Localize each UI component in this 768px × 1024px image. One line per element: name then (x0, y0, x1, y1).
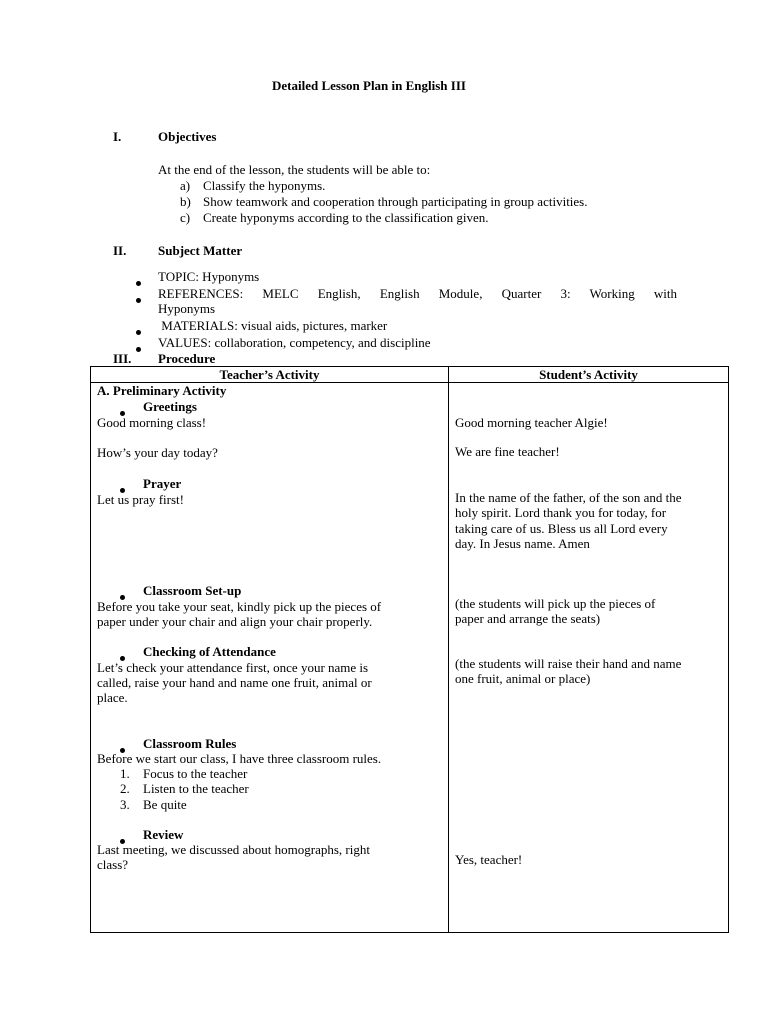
bullet-icon (136, 340, 141, 356)
rule-number: 3. (120, 797, 130, 812)
setup-student-line: (the students will pick up the pieces of (455, 596, 656, 611)
setup-heading: Classroom Set-up (143, 583, 242, 598)
attendance-teacher-line: place. (97, 690, 128, 705)
objective-item: Classify the hyponyms. (203, 178, 326, 193)
objective-letter: b) (180, 194, 191, 209)
column-header-student: Student’s Activity (449, 367, 729, 383)
procedure-table (90, 366, 729, 933)
review-teacher-line: Last meeting, we discussed about homographs, right (97, 842, 370, 857)
greetings-heading: Greetings (143, 399, 197, 414)
setup-teacher-line: Before you take your seat, kindly pick up the pieces of (97, 599, 382, 614)
teacher-activity-cell (91, 383, 449, 933)
section-heading-subject-matter: Subject Matter (158, 243, 243, 258)
greetings-teacher-line: Good morning class! (97, 415, 207, 430)
subject-references: REFERENCES: MELC English, English Module, Quarter 3: Working with (158, 286, 677, 301)
objectives-intro: At the end of the lesson, the students will be able to: (158, 162, 431, 177)
greetings-student-line: Good morning teacher Algie! (455, 415, 608, 430)
objective-letter: c) (180, 210, 191, 225)
bullet-icon (136, 323, 141, 339)
review-student-line: Yes, teacher! (455, 852, 523, 867)
student-activity-cell (449, 383, 729, 933)
subject-references-cont: Hyponyms (158, 301, 216, 316)
prayer-heading: Prayer (143, 476, 182, 491)
rule-item: Listen to the teacher (143, 781, 249, 796)
rule-number: 1. (120, 766, 130, 781)
section-numeral: I. (113, 129, 122, 144)
bullet-icon (136, 291, 141, 307)
attendance-heading: Checking of Attendance (143, 644, 276, 659)
subject-values: VALUES: collaboration, competency, and discipline (158, 335, 431, 350)
bullet-icon (136, 274, 141, 290)
subject-topic: TOPIC: Hyponyms (158, 269, 260, 284)
prayer-teacher-line: Let us pray first! (97, 492, 185, 507)
prayer-student-line: day. In Jesus name. Amen (455, 536, 590, 551)
section-numeral: II. (113, 243, 127, 258)
setup-teacher-line: paper under your chair and align your chair properly. (97, 614, 373, 629)
attendance-student-line: (the students will raise their hand and name (455, 656, 682, 671)
objective-item: Show teamwork and cooperation through participating in group activities. (203, 194, 588, 209)
attendance-teacher-line: called, raise your hand and name one fruit, animal or (97, 675, 372, 690)
attendance-student-line: one fruit, animal or place) (455, 671, 591, 686)
setup-student-line: paper and arrange the seats) (455, 611, 601, 626)
rules-heading: Classroom Rules (143, 736, 237, 751)
column-header-teacher: Teacher’s Activity (91, 367, 449, 383)
greetings-teacher-line: How’s your day today? (97, 445, 218, 460)
prayer-student-line: taking care of us. Bless us all Lord every (455, 521, 668, 536)
rule-item: Focus to the teacher (143, 766, 248, 781)
objective-item: Create hyponyms according to the classification given. (203, 210, 489, 225)
attendance-teacher-line: Let’s check your attendance first, once your name is (97, 660, 369, 675)
greetings-student-line: We are fine teacher! (455, 444, 560, 459)
review-teacher-line: class? (97, 857, 129, 872)
objective-letter: a) (180, 178, 191, 193)
rule-number: 2. (120, 781, 130, 796)
rule-item: Be quite (143, 797, 187, 812)
rules-intro: Before we start our class, I have three classroom rules. (97, 751, 382, 766)
prayer-student-line: holy spirit. Lord thank you for today, for (455, 505, 667, 520)
section-heading-objectives: Objectives (158, 129, 217, 144)
section-a-heading: A. Preliminary Activity (97, 383, 227, 398)
section-heading-procedure: Procedure (158, 351, 216, 366)
page-title: Detailed Lesson Plan in English III (272, 78, 466, 93)
review-heading: Review (143, 827, 184, 842)
prayer-student-line: In the name of the father, of the son and the (455, 490, 682, 505)
subject-materials: MATERIALS: visual aids, pictures, marker (158, 318, 388, 333)
section-numeral: III. (113, 351, 132, 366)
